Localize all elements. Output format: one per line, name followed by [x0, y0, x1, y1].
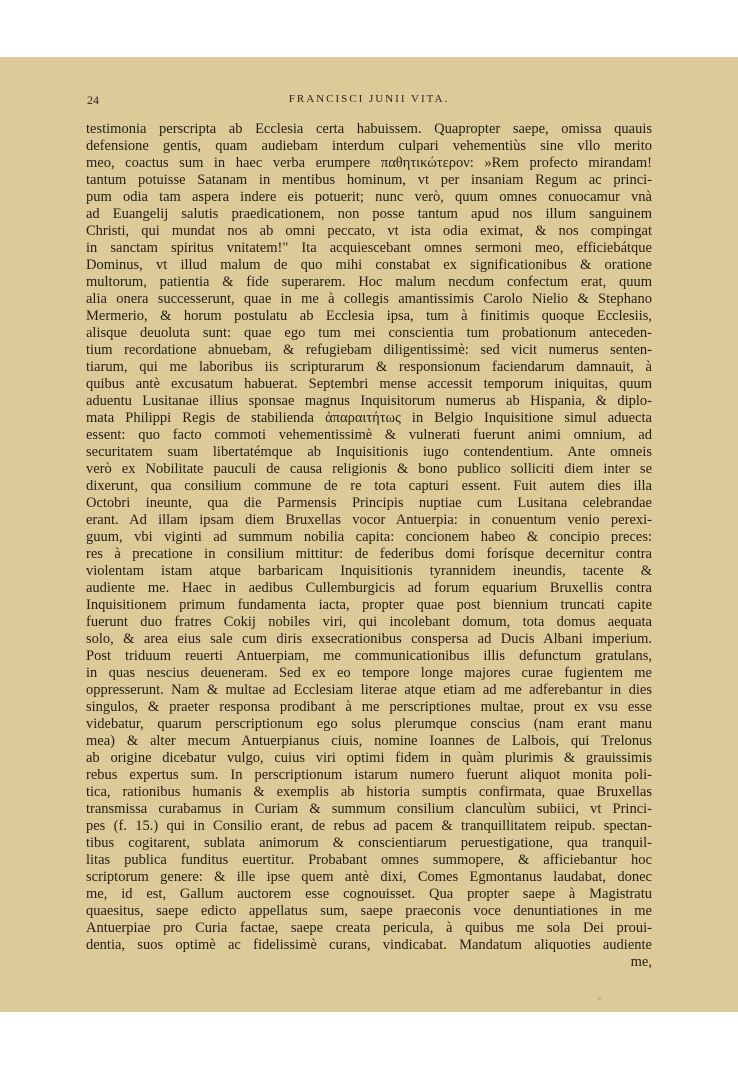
text-line: violentam istam atque barbaricam Inquisitionis tyrannidem ineundis, tacente & [86, 563, 652, 579]
text-line: erant. Ad illam ipsam diem Bruxellas vocor Antuerpia: in conuentum venio perexi- [86, 512, 652, 528]
text-line: tibus cogitarent, sublata animorum & conscientiarum peruestigatione, qua tranquil- [86, 835, 652, 851]
text-line: defensione gentis, quam audiebam interdum culpari vehementiùs sine vllo merito [86, 138, 652, 154]
text-line: transmissa curabamus in Curiam & summum consilium clanculùm subiici, vt Princi- [86, 801, 652, 817]
text-line: tium recordatione abnuebam, & refugiebam diligentissimè: sed vicit numerus senten- [86, 342, 652, 358]
text-line: mata Philippi Regis de stabilienda ἀπαραιτήτως in Belgio Inquisitione simul aduecta [86, 410, 652, 426]
page-header [83, 93, 655, 109]
text-line: verò ex Nobilitate pauculi de causa religionis & bono publico solliciti diem inter se [86, 461, 652, 477]
text-line: rebus expertus sum. In perscriptionum istarum numero fuerunt aliquot monita poli- [86, 767, 652, 783]
text-line: Antuerpiae pro Curia factae, saepe creata pericula, à quibus me sola Dei proui- [86, 920, 652, 936]
page-number: 24 [87, 93, 99, 107]
text-line: Inquisitionem primum fundamenta iacta, propter quae post biennium truncati capite [86, 597, 652, 613]
text-line: alisque deuoluta sunt: quae ego tum mei conscientia tum probationum anteceden- [86, 325, 652, 341]
text-line: dixerunt, qua consilium commune de re tota capturi essent. Fuit autem dies illa [86, 478, 652, 494]
text-line: Post triduum reuerti Antuerpiam, me communicationibus illis defunctum gratulans, [86, 648, 652, 664]
text-line: testimonia perscripta ab Ecclesia certa habuissem. Quapropter saepe, omissa quauis [86, 121, 652, 137]
text-line: quibus antè excusatum habuerat. Septembri mense accessit temporum iniquitas, quum [86, 376, 652, 392]
text-line: quaesitus, saepe edicto appellatus sum, saepe praeconis voce denuntiationes in me [86, 903, 652, 919]
text-line: oppresserunt. Nam & multae ad Ecclesiam literae atque etiam ad me adferebantur in dies [86, 682, 652, 698]
text-line: singulos, & praeter responsa prodibant à me perscriptiones multae, prout ex vsu esse [86, 699, 652, 715]
text-line: aduentu Lusitanae illius sponsae magnus Inquisitorum numerus ab Hispania, & diplo- [86, 393, 652, 409]
text-line: tica, rationibus humanis & exemplis ab historia sumptis confirmata, quae Bruxellas [86, 784, 652, 800]
text-line: audiente me. Haec in aedibus Cullemburgicis ad forum equarium Bruxellis contra [86, 580, 652, 596]
text-line: Mermerio, & horum postulatu ab Ecclesia ipsa, tum à finitimis quoque Ecclesiis, [86, 308, 652, 324]
text-line: tiarum, qui me laboribus iis scripturarum & responsionum faciendarum damnauit, à [86, 359, 652, 375]
text-line: scriptorum genere: & ille ipse quem antè dixi, Comes Egmontanus laudabat, donec [86, 869, 652, 885]
text-line: res à precatione in consilium mittitur: de federibus domi forísque decernitur contra [86, 546, 652, 562]
text-line: Octobri ineunte, qua die Parmensis Principis nuptiae cum Lusitana celebrandae [86, 495, 652, 511]
text-line: Dominus, vt illud malum de quo mihi constabat ex significationibus & oratione [86, 257, 652, 273]
book-page [0, 57, 738, 1012]
text-line: me, id est, Gallum auctorem esse cognouisset. Qua propter saepe à Magistratu [86, 886, 652, 902]
text-line: multorum, patientia & fide superarem. Hoc malum necdum confectum erat, quum [86, 274, 652, 290]
text-line: in sanctam spiritus vnitatem!" Ita acquiescebant omnes sermoni meo, efficiebátque [86, 240, 652, 256]
text-line: fuerunt duo fratres Cokij nobiles viri, qui incolebant domum, tota domus aequata [86, 614, 652, 630]
paper-speck [597, 997, 602, 1000]
text-line: litas publica funditus euertitur. Probabant omnes summopere, & afficiebantur hoc [86, 852, 652, 868]
text-line: pum odia tam aspera indere eis potuerit; nunc verò, quum omnes conuocamur vnà [86, 189, 652, 205]
text-line: me, [630, 954, 652, 970]
text-line: mea) & alter mecum Antuerpianus ciuis, nomine Ioannes de Lalbois, qui Trelonus [86, 733, 652, 749]
text-line: dentia, suos optimè ac fidelissimè curans, vindicabat. Mandatum aliquoties audiente [86, 937, 652, 953]
text-line: ab origine dicebatur vulgo, cuius viri optimi fidem in quàm plurimis & grauissimis [86, 750, 652, 766]
text-line: securitatem suam libertatémque ab Inquisitionis iugo contendentium. Ante omneis [86, 444, 652, 460]
text-line: guum, vbi viginti ad summum nobilia capita: concionem habeo & concipio preces: [86, 529, 652, 545]
text-line: pes (f. 15.) qui in Consilio erant, de rebus ad pacem & tranquillitatem reipub. spectan- [86, 818, 652, 834]
text-line: Christi, qui mundat nos ab omni peccato, vt ista odia eximat, & nos compingat [86, 223, 652, 239]
text-line: tantum potuisse Satanam in mentibus hominum, vt per insaniam Regum ac princi- [86, 172, 652, 188]
running-title: FRANCISCI JUNII VITA. [288, 93, 450, 105]
text-line: alia onera successerunt, quae in me à collegis amantissimis Carolo Nielio & Stephano [86, 291, 652, 307]
text-line: meo, coactus sum in haec verba erumpere παθητικώτερον: »Rem profecto mirandam! [86, 155, 652, 171]
text-line: essent: quo facto commoti vehementissimè & vulnerati fuerunt animi omnium, ad [86, 427, 652, 443]
text-line: solo, & area eius sale cum diris exsecrationibus conspersa ad Ducis Albani imperium. [86, 631, 652, 647]
text-line: ad Euangelij salutis praedicationem, non posse tantum apud nos illum sanguinem [86, 206, 652, 222]
body-text [86, 121, 652, 971]
text-line: videbatur, quarum perscriptionum ego solus plerumque conscius (nam erant manu [86, 716, 652, 732]
text-line: in quas nescius deueneram. Sed ex eo tempore longe majores curae fugientem me [86, 665, 652, 681]
